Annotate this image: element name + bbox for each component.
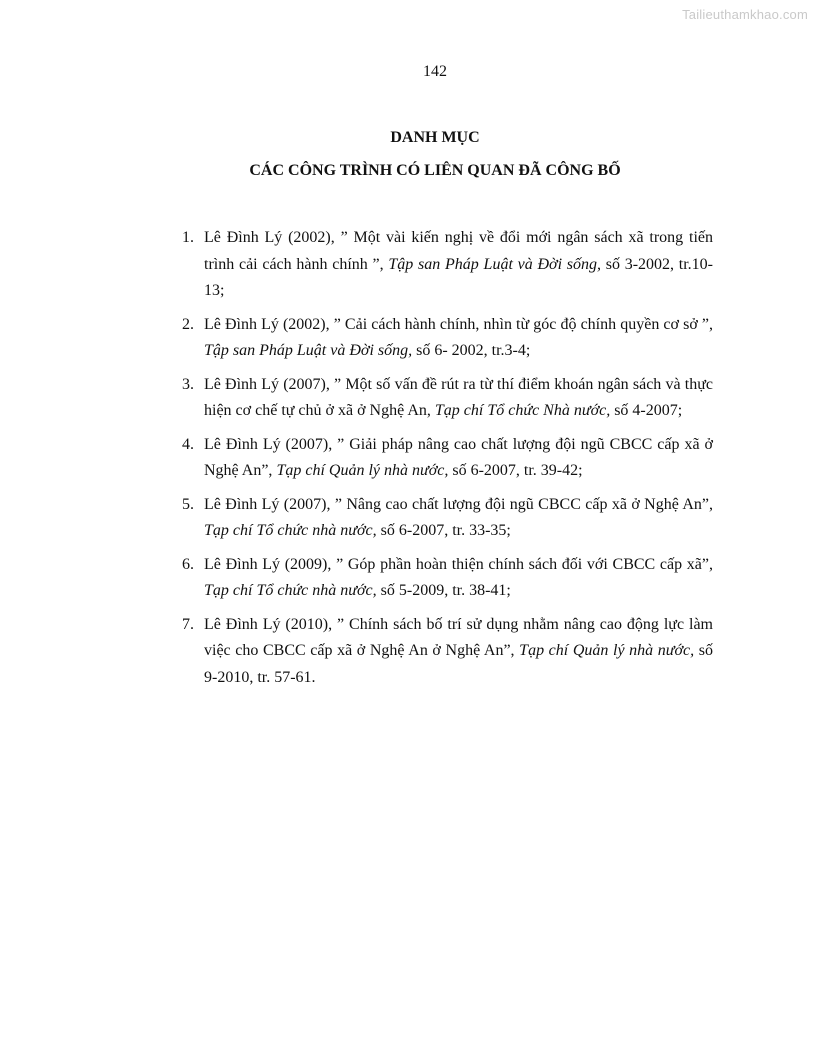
reference-number: 4. — [182, 435, 194, 453]
page-title: DANH MỤC — [390, 129, 480, 146]
reference-journal: Tạp chí Tổ chức Nhà nước, — [434, 402, 611, 419]
reference-details: số 6-2007, tr. 39-42; — [448, 462, 583, 479]
reference-text: Lê Đình Lý (2010), ” Chính sách bố trí sử dụng nhằm nâng cao động lực làm việc cho CBCC cấp xã ở Nghệ An ở Nghệ An”, — [204, 615, 713, 659]
reference-item — [182, 612, 713, 692]
reference-item — [182, 225, 713, 305]
reference-details: số 3-2002, tr.10-13; — [204, 255, 714, 299]
reference-journal: Tập san Pháp Luật và Đời sống, — [388, 255, 601, 273]
reference-number: 7. — [182, 615, 194, 633]
reference-details: số 9-2010, tr. 57-61. — [204, 642, 713, 686]
reference-journal: Tạp chí Quản lý nhà nước, — [276, 462, 449, 479]
page-subtitle: CÁC CÔNG TRÌNH CÓ LIÊN QUAN ĐÃ CÔNG BỐ — [249, 162, 621, 179]
reference-item — [182, 432, 713, 485]
reference-number: 6. — [182, 555, 194, 573]
reference-text: Lê Đình Lý (2007), ” Nâng cao chất lượng đội ngũ CBCC cấp xã ở Nghệ An”, — [204, 495, 713, 513]
reference-text: Lê Đình Lý (2007), ” Giải pháp nâng cao chất lượng đội ngũ CBCC cấp xã ở Nghệ An”, — [204, 435, 713, 479]
reference-text: Lê Đình Lý (2002), ” Cải cách hành chính, nhìn từ góc độ chính quyền cơ sở ”, — [204, 315, 713, 333]
reference-item — [182, 312, 713, 365]
reference-journal: Tạp chí Tổ chức nhà nước, — [204, 522, 377, 539]
reference-list — [182, 225, 713, 698]
reference-text: Lê Đình Lý (2009), ” Góp phần hoàn thiện chính sách đối với CBCC cấp xã”, — [204, 555, 713, 573]
reference-journal: Tập san Pháp Luật và Đời sống, — [204, 342, 413, 359]
reference-number: 5. — [182, 495, 194, 513]
reference-number: 2. — [182, 315, 194, 333]
page-number: 142 — [423, 63, 447, 80]
reference-text: Lê Đình Lý (2007), ” Một số vấn đề rút ra từ thí điểm khoán ngân sách và thực hiện cơ chế tự chủ ở xã ở Nghệ An, — [204, 375, 713, 419]
reference-number: 3. — [182, 375, 194, 393]
reference-item — [182, 372, 713, 425]
watermark: Tailieuthamkhao.com — [682, 7, 808, 22]
reference-item — [182, 492, 713, 545]
reference-text: Lê Đình Lý (2002), ” Một vài kiến nghị về đổi mới ngân sách xã trong tiến trình cải cách hành chính ”, — [204, 229, 713, 273]
reference-details: số 6-2007, tr. 33-35; — [376, 522, 511, 539]
reference-journal: Tạp chí Tổ chức nhà nước, — [204, 582, 377, 599]
reference-number: 1. — [182, 229, 194, 246]
reference-item — [182, 552, 713, 605]
reference-details: số 5-2009, tr. 38-41; — [376, 582, 511, 599]
reference-journal: Tạp chí Quản lý nhà nước, — [519, 642, 695, 659]
reference-details: số 6- 2002, tr.3-4; — [412, 342, 531, 359]
reference-details: số 4-2007; — [610, 402, 683, 419]
